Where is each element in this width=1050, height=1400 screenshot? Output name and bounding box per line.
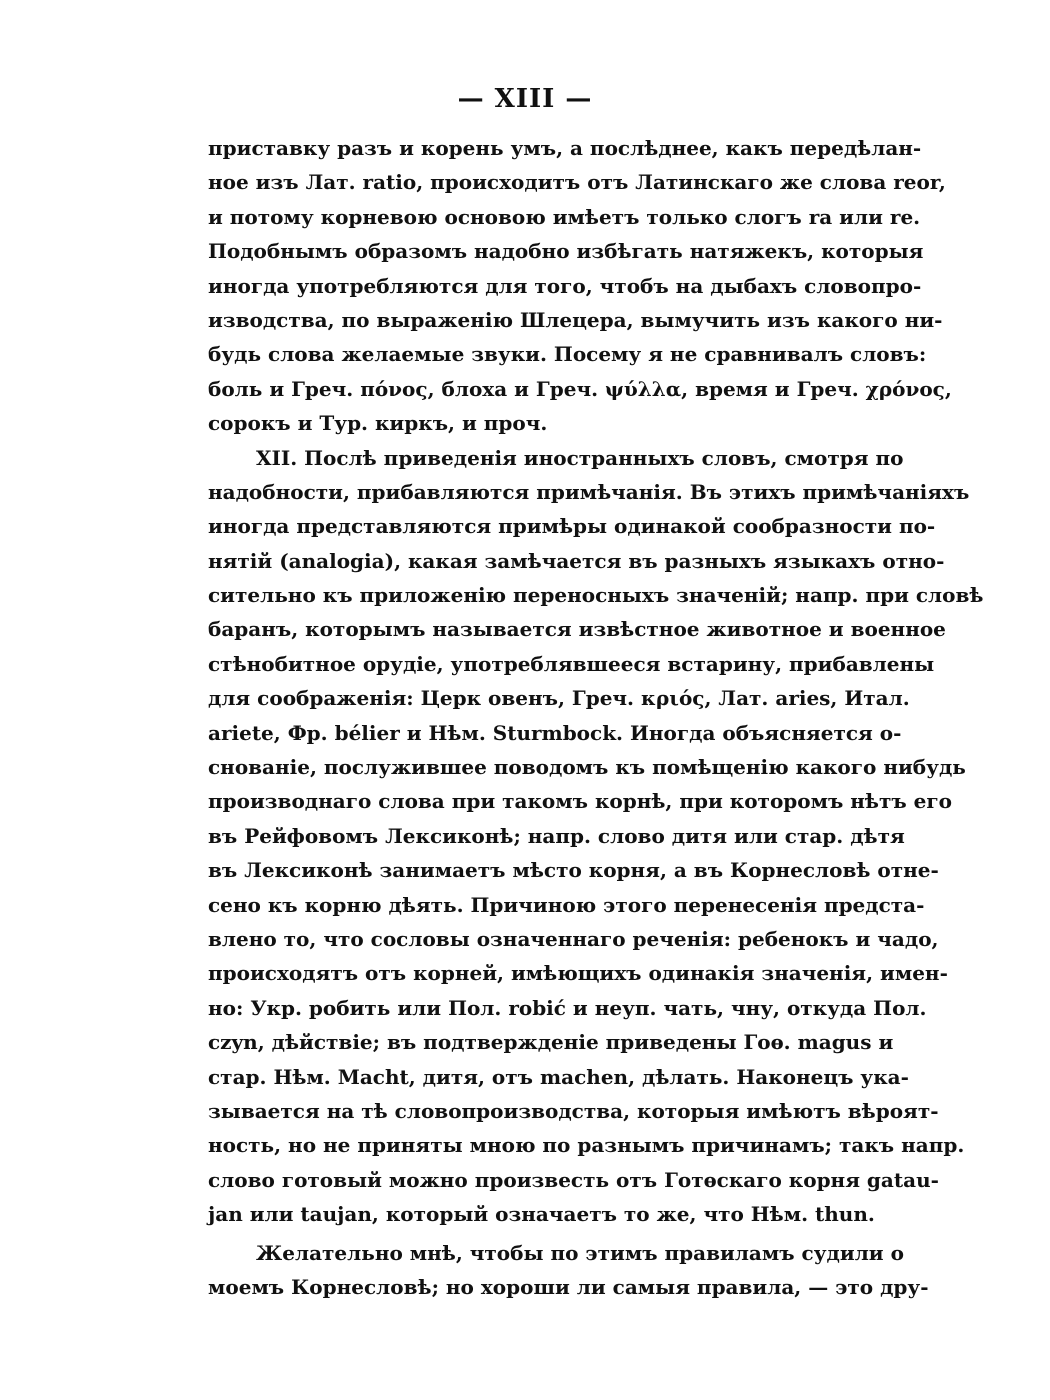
text-line: ность, но не приняты мною по разнымъ причинамъ; такъ напр. xyxy=(208,1133,965,1158)
text-line: сительно къ приложенію переносныхъ значеній; напр. при словѣ xyxy=(208,583,984,608)
text-line: jan или taujan, который означаетъ то же, что Нѣм. thun. xyxy=(208,1202,875,1227)
text-line: въ Лексиконѣ занимаетъ мѣсто корня, а въ Корнесловѣ отне- xyxy=(208,858,939,883)
text-line: Подобнымъ образомъ надобно избѣгать натяжекъ, которыя xyxy=(208,239,924,264)
text-line: приставку разъ и корень умъ, а послѣднее, какъ передѣлан- xyxy=(208,136,922,160)
text-line: снованіе, послужившее поводомъ къ помѣщенію какого нибудь xyxy=(208,755,966,780)
text-line: иногда употребляются для того, чтобъ на дыбахъ словопро- xyxy=(208,273,922,298)
text-line: баранъ, которымъ называется извѣстное животное и военное xyxy=(208,617,946,642)
text-line: стар. Нѣм. Macht, дитя, отъ machen, дѣлать. Наконецъ ука- xyxy=(208,1064,909,1089)
text-line: происходятъ отъ корней, имѣющихъ одинакія значенія, имен- xyxy=(208,961,948,986)
text-line: моемъ Корнесловѣ; но хороши ли самыя правила, — это дру- xyxy=(208,1274,929,1299)
text-line: нятій (analogia), какая замѣчается въ разныхъ языкахъ отно- xyxy=(208,548,945,573)
text-line: слово готовый можно произвесть отъ Готѳскаго корня gatau- xyxy=(208,1167,939,1192)
paragraph-start-line: Желательно мнѣ, чтобы по этимъ правиламъ судили о xyxy=(256,1240,904,1265)
text-line: зывается на тѣ словопроизводства, которыя имѣютъ вѣроят- xyxy=(208,1098,939,1123)
text-line: czyn, дѣйствіе; въ подтвержденіе приведены Гоѳ. magus и xyxy=(208,1030,894,1055)
text-line: въ Рейфовомъ Лексиконѣ; напр. слово дитя или стар. дѣтя xyxy=(208,823,905,848)
text-line: сорокъ и Тур. киркъ, и проч. xyxy=(208,411,548,436)
text-line: иногда представляются примѣры одинакой сообразности по- xyxy=(208,514,936,539)
text-line: производнаго слова при такомъ корнѣ, при которомъ нѣтъ его xyxy=(208,789,953,814)
text-line: боль и Греч. πόνος, блоха и Греч. ψύλλα, время и Греч. χρόνος, xyxy=(208,376,952,401)
text-line: влено то, что сословы означеннаго реченія: ребенокъ и чадо, xyxy=(208,926,939,951)
text-line: ное изъ Лат. ratio, происходитъ отъ Латинскаго же слова reor, xyxy=(208,170,946,195)
text-line: стѣнобитное орудіе, употреблявшееся встарину, прибавлены xyxy=(208,651,935,676)
text-line: сено къ корню дѣять. Причиною этого перенесенія предста- xyxy=(208,892,925,917)
text-line: и потому корневою основою имѣетъ только слогъ ra или re. xyxy=(208,204,921,229)
text-line: надобности, прибавляются примѣчанія. Въ этихъ примѣчаніяхъ xyxy=(208,479,970,504)
body-text xyxy=(208,131,984,1304)
section-heading-line: XII. Послѣ приведенія иностранныхъ словъ, смотря по xyxy=(256,445,904,470)
text-line: но: Укр. робить или Пол. robić и неуп. чать, чну, откуда Пол. xyxy=(208,995,927,1020)
text-line: будь слова желаемые звуки. Посему я не сравнивалъ словъ: xyxy=(208,342,927,367)
text-line: для соображенія: Церк овенъ, Греч. κριός, Лат. aries, Итал. xyxy=(208,686,910,711)
text-line: изводства, по выраженію Шлецера, вымучить изъ какого ни- xyxy=(208,307,943,332)
text-line: ariete, Фр. bélier и Нѣм. Sturmbock. Иногда объясняется о- xyxy=(208,720,902,745)
page-number: — XIII — xyxy=(457,84,593,114)
